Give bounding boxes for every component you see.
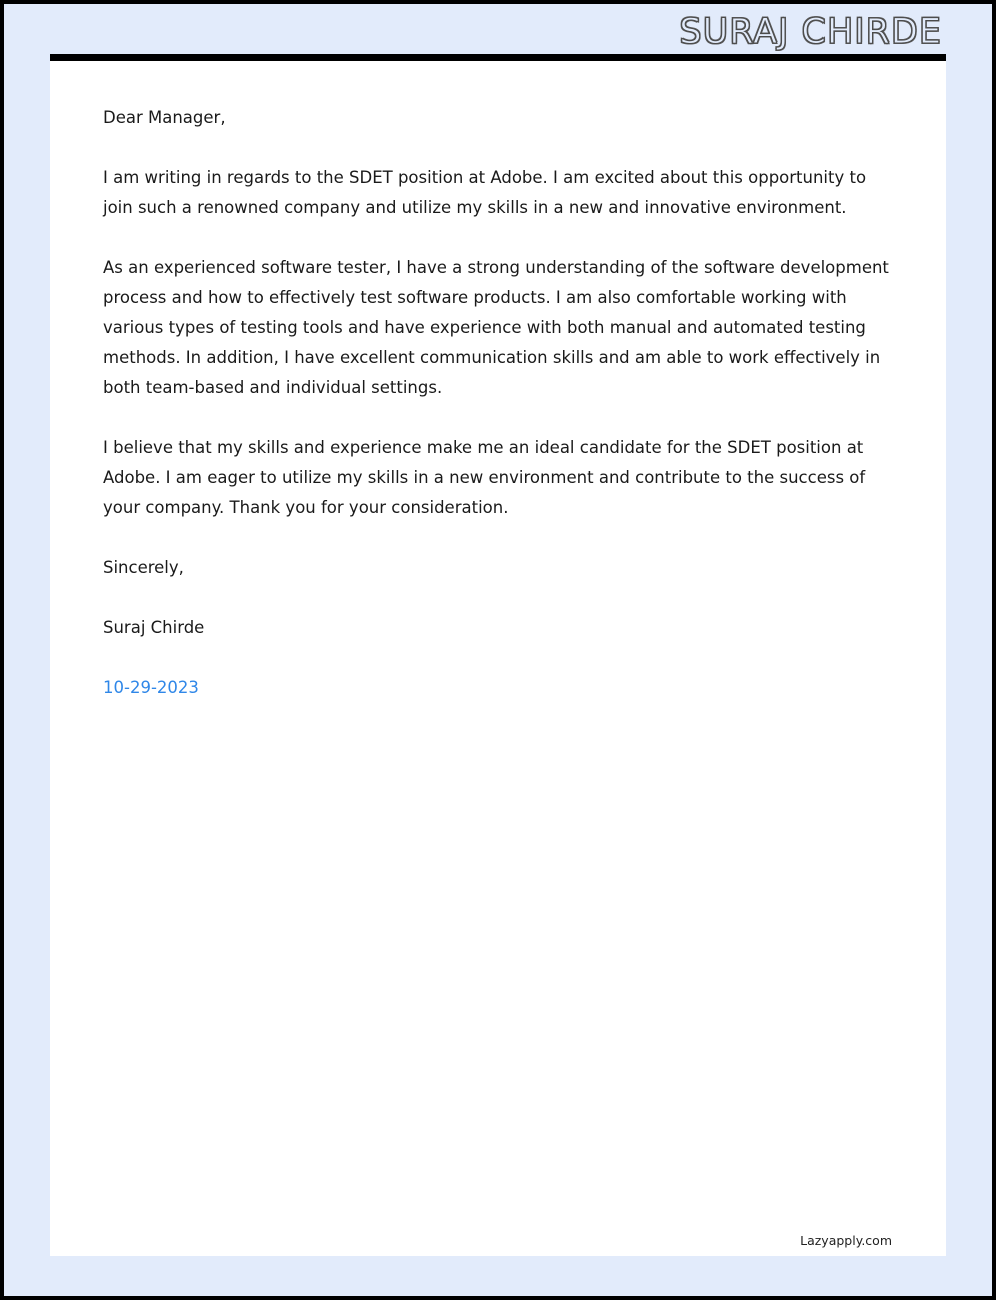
letter-paragraph-1: I am writing in regards to the SDET position at Adobe. I am excited about this opportunity to join such a renowned company and utilize my skills in a new and innovative environment. [103,168,867,217]
letter-closing: Sincerely, [103,558,184,577]
letter-date: 10-29-2023 [103,678,199,697]
letter-sheet [50,61,946,1256]
footer-brand: Lazyapply.com [800,1233,892,1248]
letter-signature-name: Suraj Chirde [103,618,205,637]
letter-paragraph-3: I believe that my skills and experience make me an ideal candidate for the SDET position at Adobe. I am eager to utilize my skills in a new environment and contribute to the success of your company. Thank you for your consideration. [103,438,866,517]
page-title: SURAJ CHIRDE [679,12,942,52]
letter-salutation: Dear Manager, [103,108,226,127]
header-divider [50,54,946,61]
letter-body [103,103,891,703]
document-header [4,4,992,56]
letter-paragraph-2: As an experienced software tester, I have a strong understanding of the software development process and how to effectively test software products. I am also comfortable working with various types of testing tools and have experience with both manual and automated testing methods. In addition, I have excellent communication skills and am able to work effectively in both team-based and individual settings. [103,258,889,397]
